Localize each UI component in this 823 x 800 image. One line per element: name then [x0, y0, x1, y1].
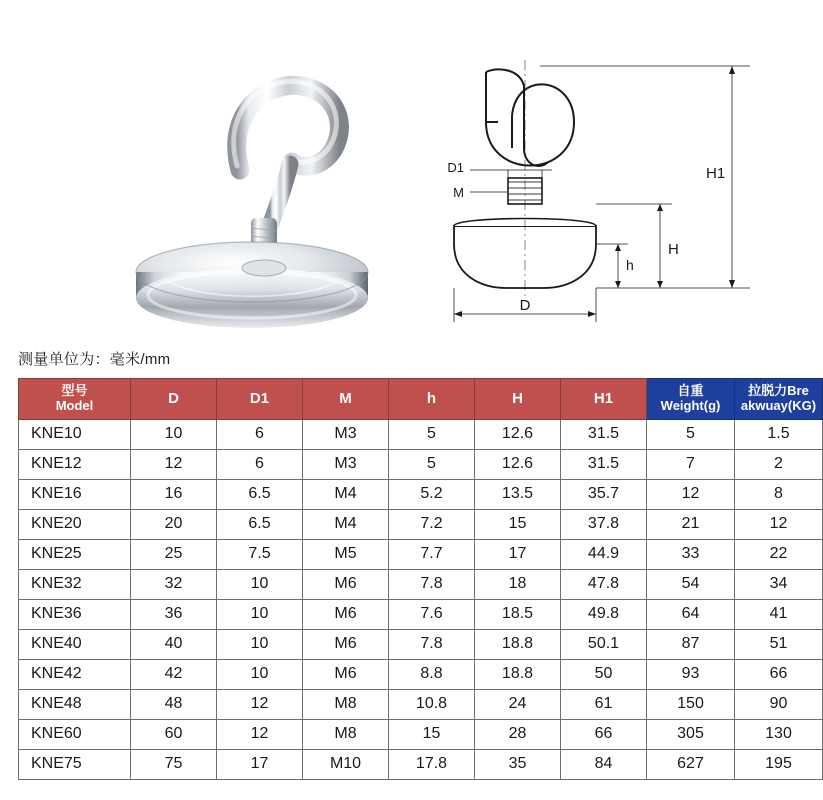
table-cell: 5 — [389, 450, 475, 480]
table-cell: 64 — [647, 600, 735, 630]
product-photo — [120, 40, 380, 330]
hook-magnet-photo-svg — [120, 40, 380, 330]
label-h: H — [668, 241, 679, 258]
table-cell: M6 — [303, 630, 389, 660]
table-cell: 150 — [647, 690, 735, 720]
table-cell: 31.5 — [561, 420, 647, 450]
table-row — [19, 480, 823, 510]
table-cell: 6 — [217, 450, 303, 480]
table-cell: 50 — [561, 660, 647, 690]
table-row — [19, 720, 823, 750]
table-cell: 12.6 — [475, 420, 561, 450]
label-h-small: h — [626, 257, 634, 273]
table-cell: M10 — [303, 750, 389, 780]
illustration-area — [0, 0, 800, 345]
table-cell: M6 — [303, 570, 389, 600]
table-cell: 75 — [131, 750, 217, 780]
table-cell: 2 — [735, 450, 823, 480]
table-cell: 54 — [647, 570, 735, 600]
table-cell: 18.8 — [475, 630, 561, 660]
table-cell: 5 — [389, 420, 475, 450]
table-cell: M4 — [303, 510, 389, 540]
dimension-drawing-svg — [420, 30, 780, 340]
table-cell: 66 — [561, 720, 647, 750]
table-cell: 32 — [131, 570, 217, 600]
table-cell: 50.1 — [561, 630, 647, 660]
table-cell: 36 — [131, 600, 217, 630]
table-cell-model: KNE36 — [19, 600, 131, 630]
label-m: M — [453, 185, 464, 200]
table-cell: 5.2 — [389, 480, 475, 510]
table-cell: 10 — [217, 570, 303, 600]
table-cell: 7.8 — [389, 570, 475, 600]
table-cell: 87 — [647, 630, 735, 660]
table-cell: 25 — [131, 540, 217, 570]
table-cell: 18.8 — [475, 660, 561, 690]
table-cell: 35 — [475, 750, 561, 780]
table-cell: M8 — [303, 720, 389, 750]
table-cell: 40 — [131, 630, 217, 660]
table-cell: 49.8 — [561, 600, 647, 630]
table-cell: 35.7 — [561, 480, 647, 510]
table-cell: 5 — [647, 420, 735, 450]
table-cell: 7.7 — [389, 540, 475, 570]
header-label-cn: 拉脱力Bre — [748, 383, 809, 399]
table-row — [19, 630, 823, 660]
table-header-cell-d1: D1 — [217, 379, 303, 420]
table-row — [19, 570, 823, 600]
table-cell: 15 — [389, 720, 475, 750]
table-cell: 305 — [647, 720, 735, 750]
table-cell: 44.9 — [561, 540, 647, 570]
table-cell: M3 — [303, 450, 389, 480]
table-cell: 18.5 — [475, 600, 561, 630]
table-header-cell-d: D — [131, 379, 217, 420]
table-cell: 7.8 — [389, 630, 475, 660]
table-cell: 7.6 — [389, 600, 475, 630]
table-cell: 61 — [561, 690, 647, 720]
table-cell: 37.8 — [561, 510, 647, 540]
table-cell: M3 — [303, 420, 389, 450]
table-cell: 6.5 — [217, 480, 303, 510]
table-row — [19, 690, 823, 720]
label-d: D — [519, 297, 531, 314]
table-header-row — [19, 379, 823, 420]
table-cell: 13.5 — [475, 480, 561, 510]
table-cell: 33 — [647, 540, 735, 570]
table-header-cell-7 — [647, 379, 735, 420]
table-cell-model: KNE16 — [19, 480, 131, 510]
table-cell: M4 — [303, 480, 389, 510]
table-cell: 12 — [217, 720, 303, 750]
table-cell: 47.8 — [561, 570, 647, 600]
unit-note: 测量单位为：毫米/mm — [18, 351, 171, 368]
table-cell: 16 — [131, 480, 217, 510]
table-cell-model: KNE20 — [19, 510, 131, 540]
table-row — [19, 540, 823, 570]
table-cell: 41 — [735, 600, 823, 630]
table-row — [19, 600, 823, 630]
table-cell: 130 — [735, 720, 823, 750]
table-cell: 42 — [131, 660, 217, 690]
table-cell: 93 — [647, 660, 735, 690]
table-cell: 48 — [131, 690, 217, 720]
table-cell: 66 — [735, 660, 823, 690]
table-cell-model: KNE10 — [19, 420, 131, 450]
table-cell: 60 — [131, 720, 217, 750]
table-header-cell-h: H — [475, 379, 561, 420]
table-cell: 10 — [217, 660, 303, 690]
header-label-en: Model — [55, 398, 94, 413]
table-cell: 10 — [217, 600, 303, 630]
table-cell: M5 — [303, 540, 389, 570]
header-label-cn: 自重 — [677, 383, 704, 399]
table-cell-model: KNE60 — [19, 720, 131, 750]
table-cell: 627 — [647, 750, 735, 780]
table-cell: 195 — [735, 750, 823, 780]
table-cell: 90 — [735, 690, 823, 720]
dimension-drawing — [420, 30, 780, 340]
table-cell: 7 — [647, 450, 735, 480]
table-cell: 31.5 — [561, 450, 647, 480]
table-cell-model: KNE40 — [19, 630, 131, 660]
spec-table — [18, 378, 823, 780]
table-cell-model: KNE12 — [19, 450, 131, 480]
table-cell: 10 — [131, 420, 217, 450]
table-cell-model: KNE42 — [19, 660, 131, 690]
table-cell: 17.8 — [389, 750, 475, 780]
table-cell: 21 — [647, 510, 735, 540]
table-row — [19, 750, 823, 780]
table-cell: 7.2 — [389, 510, 475, 540]
table-cell: 17 — [475, 540, 561, 570]
table-cell: 8 — [735, 480, 823, 510]
table-header-cell-h1: H1 — [561, 379, 647, 420]
table-cell: M8 — [303, 690, 389, 720]
table-cell-model: KNE25 — [19, 540, 131, 570]
table-cell: 10.8 — [389, 690, 475, 720]
table-row — [19, 660, 823, 690]
table-cell: 7.5 — [217, 540, 303, 570]
table-cell: 12 — [131, 450, 217, 480]
table-cell: 84 — [561, 750, 647, 780]
table-cell: 10 — [217, 630, 303, 660]
table-cell-model: KNE48 — [19, 690, 131, 720]
table-cell: 8.8 — [389, 660, 475, 690]
table-cell: 28 — [475, 720, 561, 750]
table-cell: M6 — [303, 600, 389, 630]
table-cell: M6 — [303, 660, 389, 690]
header-label-cn: 型号 — [61, 383, 88, 399]
table-cell: 6 — [217, 420, 303, 450]
table-cell-model: KNE75 — [19, 750, 131, 780]
table-cell-model: KNE32 — [19, 570, 131, 600]
table-header-cell-8 — [735, 379, 823, 420]
label-d1: D1 — [447, 160, 464, 175]
table-cell: 22 — [735, 540, 823, 570]
table-cell: 17 — [217, 750, 303, 780]
table-header-cell-m: M — [303, 379, 389, 420]
table-cell: 34 — [735, 570, 823, 600]
header-label-en: Weight(g) — [660, 398, 721, 413]
table-row — [19, 450, 823, 480]
table-cell: 20 — [131, 510, 217, 540]
table-cell: 1.5 — [735, 420, 823, 450]
table-row — [19, 510, 823, 540]
table-cell: 12 — [647, 480, 735, 510]
table-header-cell-0 — [19, 379, 131, 420]
table-cell: 18 — [475, 570, 561, 600]
table-header-cell-h: h — [389, 379, 475, 420]
table-cell: 51 — [735, 630, 823, 660]
table-row — [19, 420, 823, 450]
table-cell: 12 — [735, 510, 823, 540]
header-label-en: akwuay(KG) — [740, 398, 817, 413]
table-cell: 12.6 — [475, 450, 561, 480]
table-cell: 15 — [475, 510, 561, 540]
table-cell: 6.5 — [217, 510, 303, 540]
table-cell: 12 — [217, 690, 303, 720]
label-h1: H1 — [706, 165, 726, 182]
table-cell: 24 — [475, 690, 561, 720]
